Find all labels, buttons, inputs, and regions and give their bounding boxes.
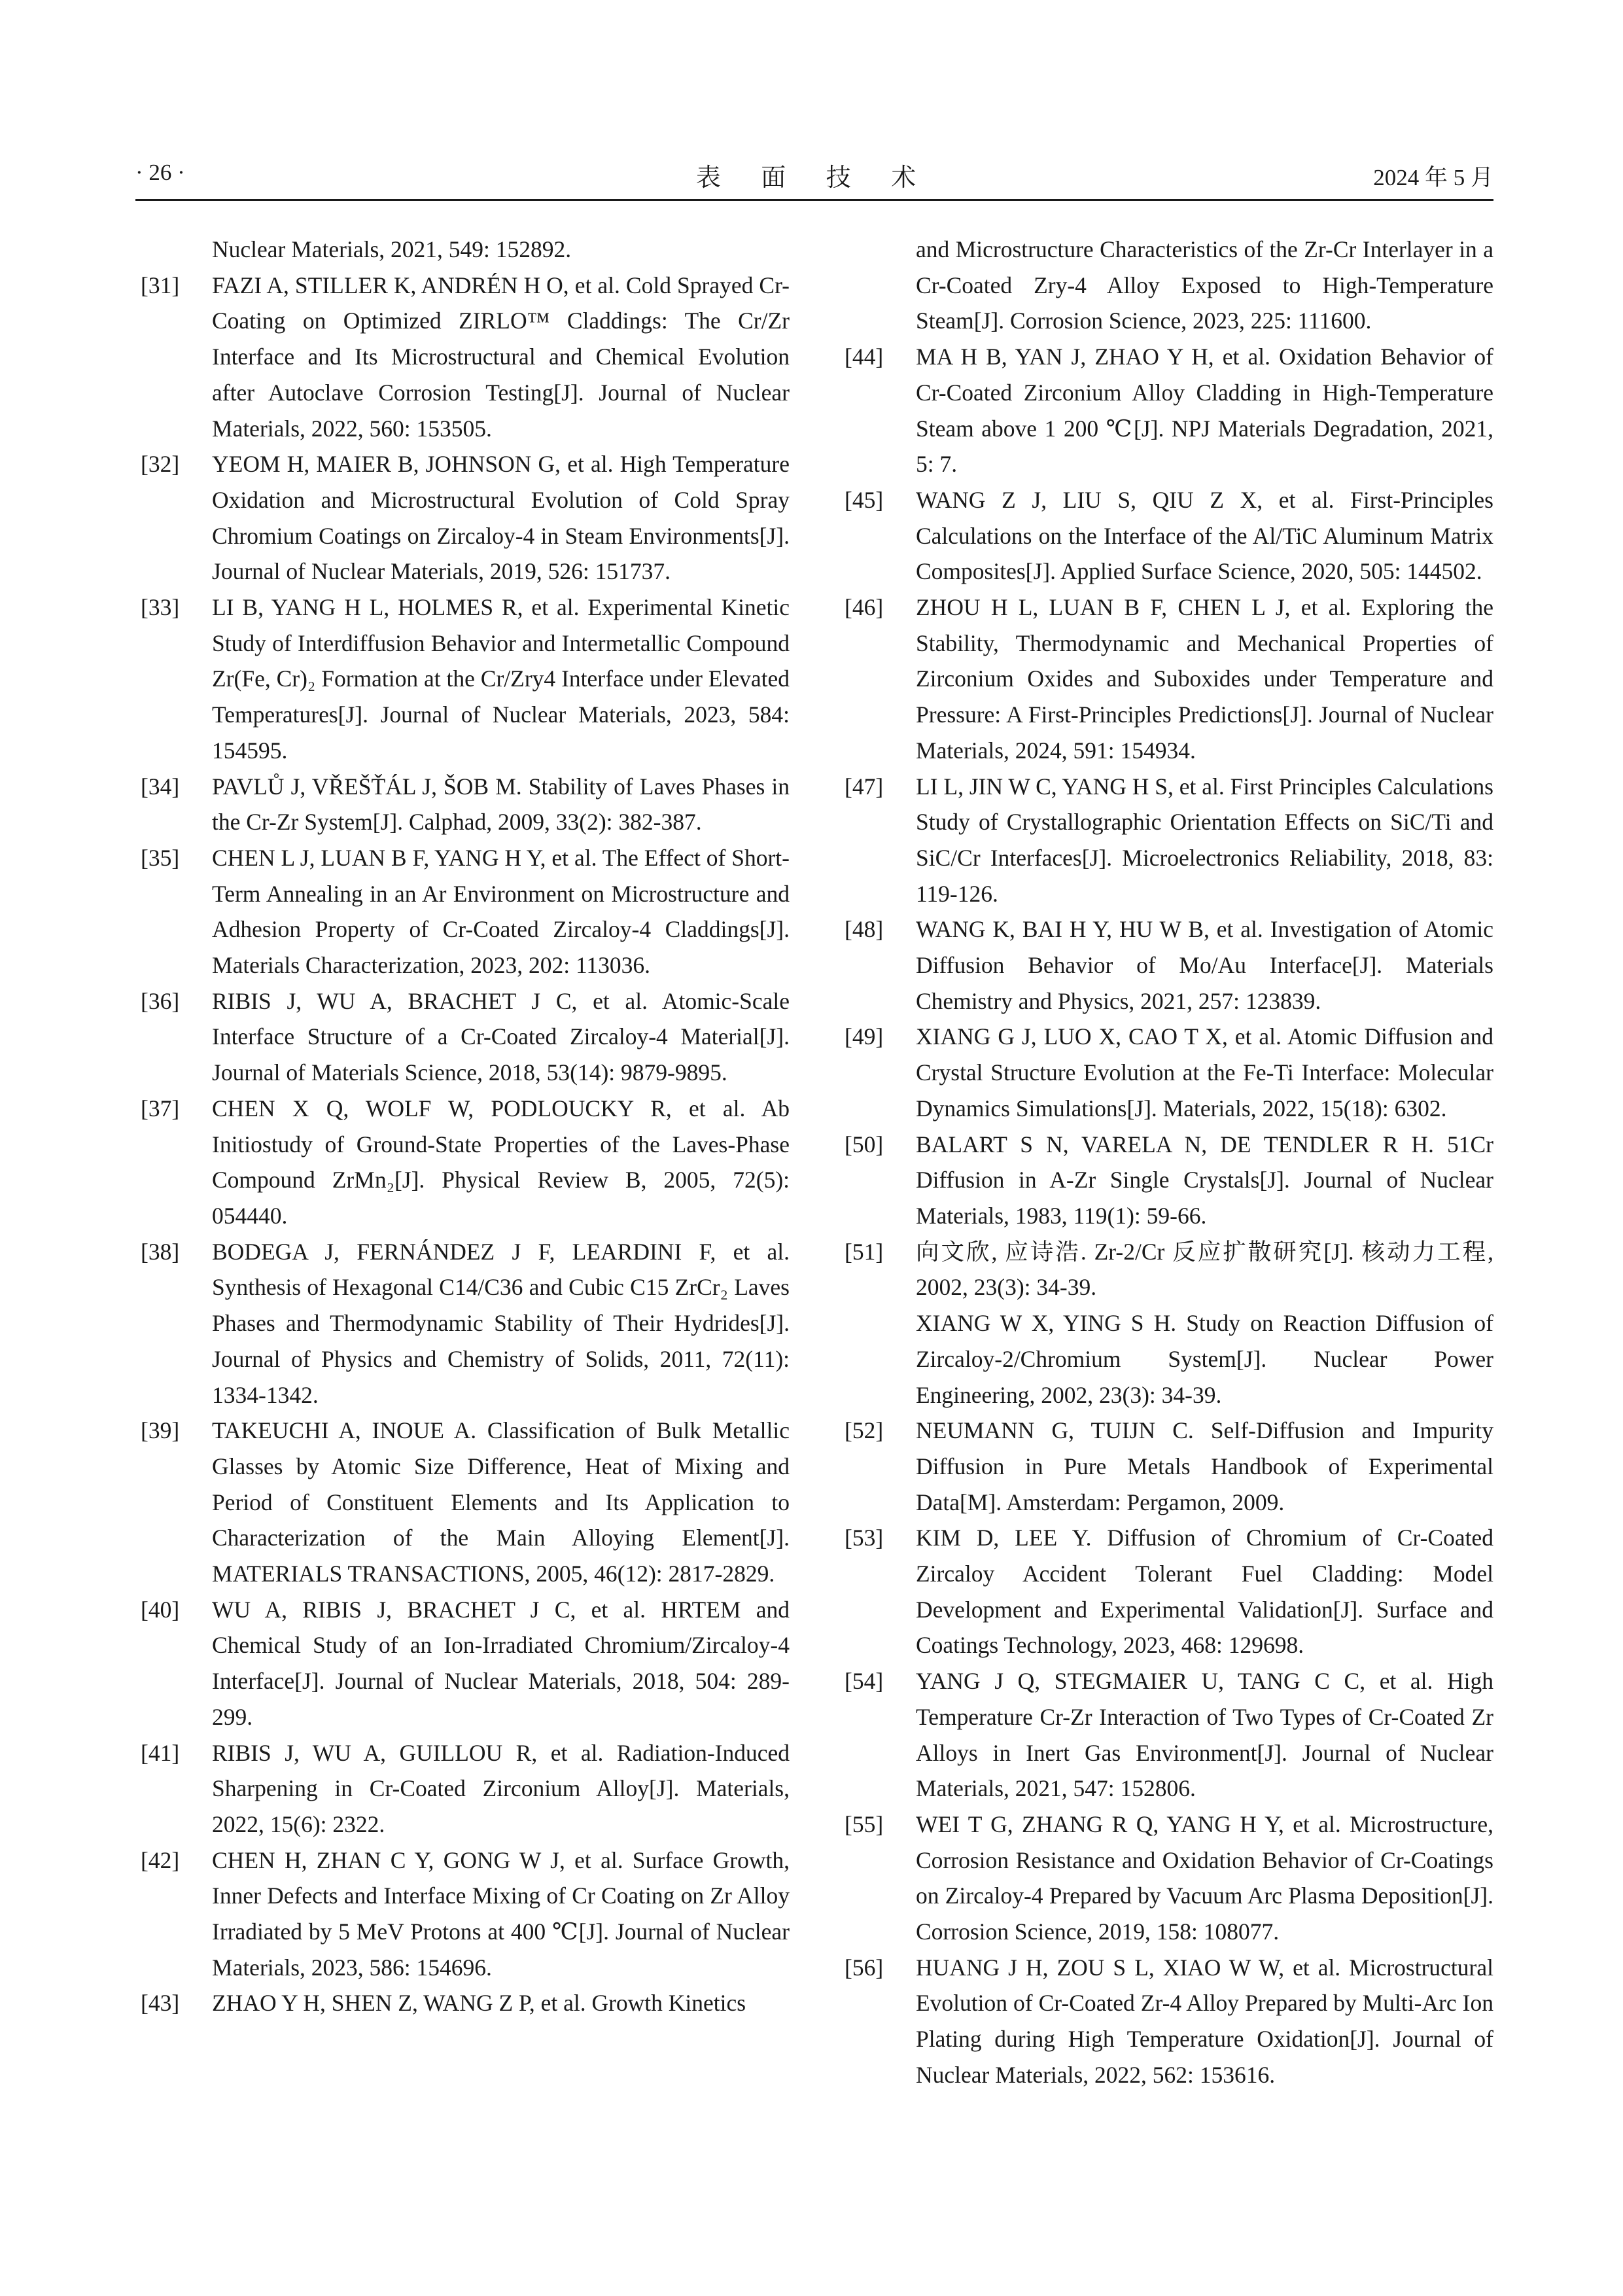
reference-52: [52] NEUMANN G, TUIJN C. Self-Diffusion and Impurity Diffusion in Pure Metals Handbook of Experimental Data[M]. Amsterdam: Pergamon, 2009. (845, 1417, 1493, 1515)
reference-continuation: Nuclear Materials, 2021, 549: 152892. (212, 236, 572, 262)
reference-36: [36] RIBIS J, WU A, BRACHET J C, et al. Atomic-Scale Interface Structure of a Cr-Coated Zircaloy-4 Material[J]. Journal of Materials Science, 2018, 53(14): 9879-9895. (141, 987, 790, 1086)
reference-48: [48] WANG K, BAI H Y, HU W B, et al. Investigation of Atomic Diffusion Behavior of Mo/Au Interface[J]. Materials Chemistry and Physics, 2021, 257: 123839. (845, 916, 1493, 1014)
reference-31: [31] FAZI A, STILLER K, ANDRÉN H O, et al. Cold Sprayed Cr-Coating on Optimized ZIRLO™ Claddings: The Cr/Zr Interface and Its Microstructural and Chemical Evolution after Autoclave Corrosion Testing[J]. Journal of Nuclear Materials, 2022, 560: 153505. (141, 272, 790, 442)
reference-51-english: XIANG W X, YING S H. Study on Reaction Diffusion of Zircaloy-2/Chromium System[J]. Nuclear Power Engineering, 2002, 23(3): 34-39. (916, 1310, 1493, 1408)
reference-35: [35] CHEN L J, LUAN B F, YANG H Y, et al. The Effect of Short-Term Annealing in an Ar Environment on Microstructure and Adhesion Property of Cr-Coated Zircaloy-4 Claddings[J]. Materials Characterization, 2023, 202: 113036. (141, 844, 790, 979)
reference-51: [51] 向文欣, 应诗浩. Zr-2/Cr 反应扩散研究[J]. 核动力工程, 2002, 23(3): 34-39. (845, 1238, 1493, 1301)
reference-56: [56] HUANG J H, ZOU S L, XIAO W W, et al. Microstructural Evolution of Cr-Coated Zr-4 Alloy Prepared by Multi-Arc Ion Plating during High Temperature Oxidation[J]. Journal of Nuclear Materials, 2022, 562: 153616. (845, 1954, 1493, 2088)
reference-42: [42] CHEN H, ZHAN C Y, GONG W J, et al. Surface Growth, Inner Defects and Interface Mixing of Cr Coating on Zr Alloy Irradiated by 5 MeV Protons at 400 ℃[J]. Journal of Nuclear Materials, 2023, 586: 154696. (141, 1846, 790, 1981)
references-right-column (839, 232, 1493, 2093)
reference-38: [38] BODEGA J, FERNÁNDEZ J F, LEARDINI F, et al. Synthesis of Hexagonal C14/C36 and Cubic C15 ZrCr₂ Laves Phases and Thermodynamic Stability of Their Hydrides[J]. Journal of Physics and Chemistry of Solids, 2011, 72(11): 1334-1342. (141, 1238, 790, 1408)
reference-55: [55] WEI T G, ZHANG R Q, YANG H Y, et al. Microstructure, Corrosion Resistance and Oxidation Behavior of Cr-Coatings on Zircaloy-4 Prepared by Vacuum Arc Plasma Deposition[J]. Corrosion Science, 2019, 158: 108077. (845, 1810, 1493, 1945)
page-header (135, 154, 1493, 200)
reference-47: [47] LI L, JIN W C, YANG H S, et al. First Principles Calculations Study of Crystallographic Orientation Effects on SiC/Ti and SiC/Cr Interfaces[J]. Microelectronics Reliability, 2018, 83: 119-126. (845, 773, 1493, 907)
reference-33: [33] LI B, YANG H L, HOLMES R, et al. Experimental Kinetic Study of Interdiffusion Behavior and Intermetallic Compound Zr(Fe, Cr)₂ Formation at the Cr/Zry4 Interface under Elevated Temperatures[J]. Journal of Nuclear Materials, 2023, 584: 154595. (141, 594, 790, 764)
reference-34: [34] PAVLŮ J, VŘEŠŤÁL J, ŠOB M. Stability of Laves Phases in the Cr-Zr System[J]. Calphad, 2009, 33(2): 382-387. (141, 773, 790, 836)
page-number: · 26 · (135, 160, 185, 185)
reference-37: [37] CHEN X Q, WOLF W, PODLOUCKY R, et al. Ab Initiostudy of Ground-State Properties of the Laves-Phase Compound ZrMn₂[J]. Physical Review B, 2005, 72(5): 054440. (141, 1095, 790, 1229)
reference-54: [54] YANG J Q, STEGMAIER U, TANG C C, et al. High Temperature Cr-Zr Interaction of Two Types of Cr-Coated Zr Alloys in Inert Gas Environment[J]. Journal of Nuclear Materials, 2021, 547: 152806. (845, 1668, 1493, 1802)
issue-date: 2024 年 5 月 (1373, 165, 1493, 190)
references-left-column (135, 232, 790, 2021)
reference-53: [53] KIM D, LEE Y. Diffusion of Chromium of Cr-Coated Zircaloy Accident Tolerant Fuel Cladding: Model Development and Experimental Validation[J]. Surface and Coatings Technology, 2023, 468: 129698. (845, 1525, 1493, 1659)
reference-39: [39] TAKEUCHI A, INOUE A. Classification of Bulk Metallic Glasses by Atomic Size Difference, Heat of Mixing and Period of Constituent Elements and Its Application to Characterization of the Main Alloying Element[J]. MATERIALS TRANSACTIONS, 2005, 46(12): 2817-2829. (141, 1417, 790, 1587)
reference-43: [43] ZHAO Y H, SHEN Z, WANG Z P, et al. Growth Kinetics (141, 1990, 746, 2017)
reference-46: [46] ZHOU H L, LUAN B F, CHEN L J, et al. Exploring the Stability, Thermodynamic and Mechanical Properties of Zirconium Oxides and Suboxides under Temperature and Pressure: A First-Principles Predictions[J]. Journal of Nuclear Materials, 2024, 591: 154934. (845, 594, 1493, 764)
reference-continuation: and Microstructure Characteristics of the Zr-Cr Interlayer in a Cr-Coated Zry-4 Alloy Exposed to High-Temperature Steam[J]. Corrosion Science, 2023, 225: 111600. (916, 236, 1493, 334)
reference-50: [50] BALART S N, VARELA N, DE TENDLER R H. 51Cr Diffusion in A-Zr Single Crystals[J]. Journal of Nuclear Materials, 1983, 119(1): 59-66. (845, 1131, 1493, 1229)
header-divider (135, 199, 1493, 201)
reference-49: [49] XIANG G J, LUO X, CAO T X, et al. Atomic Diffusion and Crystal Structure Evolution at the Fe-Ti Interface: Molecular Dynamics Simulations[J]. Materials, 2022, 15(18): 6302. (845, 1023, 1493, 1122)
journal-title: 表 面 技 术 (695, 164, 934, 192)
reference-32: [32] YEOM H, MAIER B, JOHNSON G, et al. High Temperature Oxidation and Microstructural Evolution of Cold Spray Chromium Coatings on Zircaloy-4 in Steam Environments[J]. Journal of Nuclear Materials, 2019, 526: 151737. (141, 451, 790, 585)
reference-41: [41] RIBIS J, WU A, GUILLOU R, et al. Radiation-Induced Sharpening in Cr-Coated Zirconium Alloy[J]. Materials, 2022, 15(6): 2322. (141, 1739, 790, 1837)
reference-44: [44] MA H B, YAN J, ZHAO Y H, et al. Oxidation Behavior of Cr-Coated Zirconium Alloy Cladding in High-Temperature Steam above 1 200 ℃[J]. NPJ Materials Degradation, 2021, 5: 7. (845, 344, 1493, 478)
reference-40: [40] WU A, RIBIS J, BRACHET J C, et al. HRTEM and Chemical Study of an Ion-Irradiated Chromium/Zircaloy-4 Interface[J]. Journal of Nuclear Materials, 2018, 504: 289-299. (141, 1596, 790, 1730)
reference-45: [45] WANG Z J, LIU S, QIU Z X, et al. First-Principles Calculations on the Interface of the Al/TiC Aluminum Matrix Composites[J]. Applied Surface Science, 2020, 505: 144502. (845, 486, 1493, 585)
